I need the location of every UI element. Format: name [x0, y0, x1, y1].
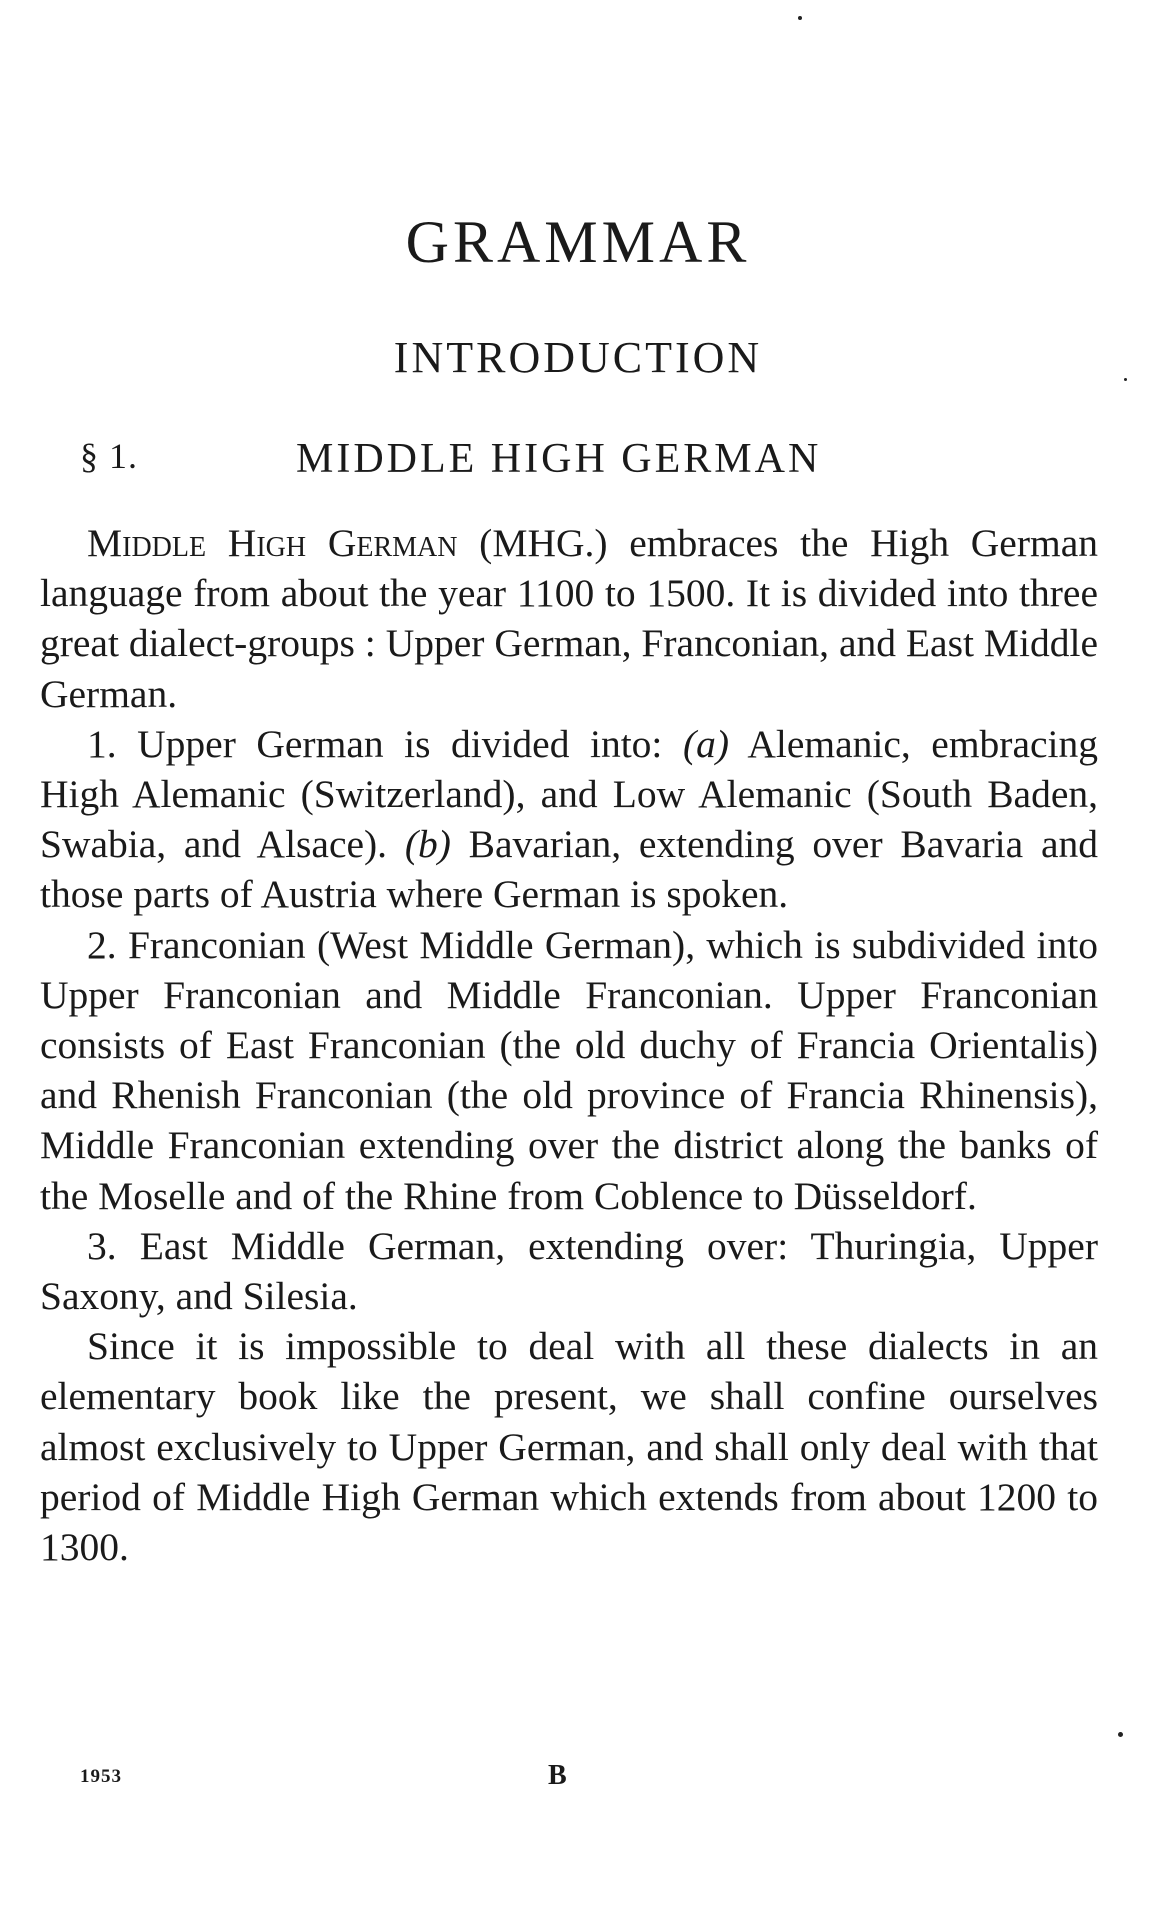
- paragraph: 2. Franconian (West Middle German), which is subdivided into Upper Franconian and Middle Franconian. Upper Franconian consists of East Franconian (the old duchy of Francia Orientalis) and Rhenish Franconian (the old province of Francia Rhinensis), Middle Franconian extending over the district along the banks of the Moselle and of the Rhine from Coblence to Düsseldorf.: [40, 922, 1098, 1218]
- printer-signature-number: 1953: [80, 1766, 122, 1787]
- paragraph: [40, 518, 1098, 719]
- list-marker: (a): [682, 721, 729, 766]
- paragraph-text: (MHG.) embraces the High German language from about the year 1100 to 1500. It is divided into three great dialect-groups : Upper German, Franconian, and East Middle German.: [40, 521, 1098, 716]
- paragraph-text: 1. Upper German is divided into:: [87, 721, 683, 766]
- paragraph: Since it is impossible to deal with all these dialects in an elementary book like the present, we shall confine ourselves almost exclusively to Upper German, and shall only deal with that period of Middle High German which extends from about 1200 to 1300.: [40, 1324, 1098, 1570]
- print-speck: [798, 16, 802, 20]
- paragraph-text: Bavarian, extending over Bavaria and those parts of Austria where German is spoken.: [40, 822, 1098, 917]
- list-marker: (b): [404, 822, 451, 867]
- section-title: MIDDLE HIGH GERMAN: [296, 436, 822, 482]
- signature-mark: B: [548, 1760, 567, 1791]
- paragraph-text: Alemanic, embracing High Alemanic (Switzerland), and Low Alemanic (South Baden, Swabia, and Alsace).: [40, 721, 1098, 867]
- page-subtitle: INTRODUCTION: [393, 333, 763, 382]
- section-number: § 1.: [80, 436, 138, 476]
- body-text: [40, 518, 1098, 1572]
- lead-smallcaps: Middle High German: [87, 521, 458, 565]
- print-speck: [1118, 1732, 1123, 1737]
- page-title: GRAMMAR: [405, 209, 751, 275]
- paragraph: [40, 719, 1098, 920]
- paragraph: 3. East Middle German, extending over: Thuringia, Upper Saxony, and Silesia.: [40, 1223, 1098, 1319]
